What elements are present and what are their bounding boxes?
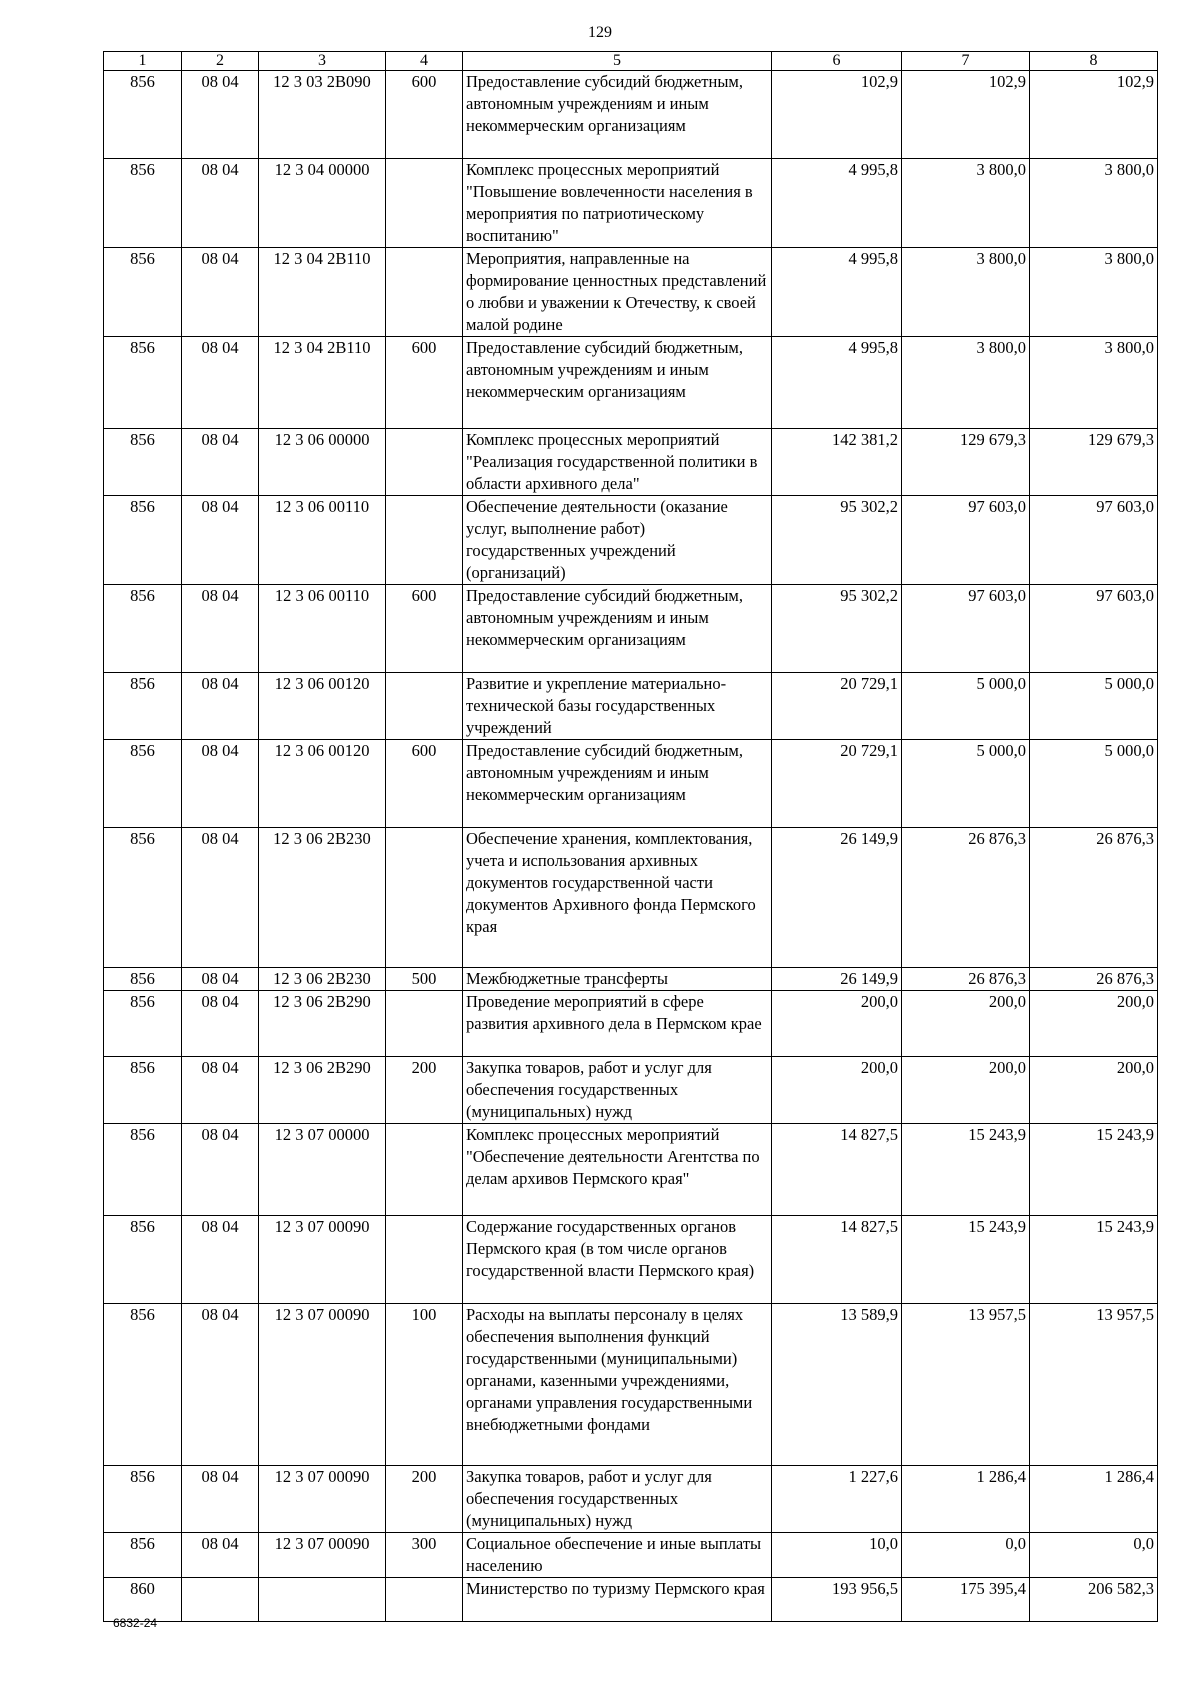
cell-ministry-code: 856 (104, 828, 182, 968)
cell-amount-col7: 102,9 (902, 71, 1030, 159)
budget-table (103, 51, 1158, 1622)
cell-ministry-code: 856 (104, 1304, 182, 1466)
cell-section: 08 04 (182, 991, 259, 1057)
cell-amount-col8: 1 286,4 (1030, 1466, 1158, 1533)
cell-ministry-code: 856 (104, 71, 182, 159)
cell-section: 08 04 (182, 429, 259, 496)
cell-amount-col6: 20 729,1 (772, 673, 902, 740)
header-cell-7: 7 (902, 52, 1030, 71)
cell-expense-type: 600 (386, 740, 463, 828)
cell-amount-col8: 200,0 (1030, 991, 1158, 1057)
cell-section: 08 04 (182, 740, 259, 828)
cell-amount-col7: 1 286,4 (902, 1466, 1030, 1533)
cell-ministry-code: 856 (104, 585, 182, 673)
cell-amount-col8: 5 000,0 (1030, 673, 1158, 740)
cell-ministry-code: 856 (104, 159, 182, 248)
cell-amount-col7: 200,0 (902, 1057, 1030, 1124)
cell-description: Министерство по туризму Пермского края (463, 1578, 772, 1622)
cell-target-item: 12 3 06 2В230 (259, 828, 386, 968)
cell-amount-col6: 1 227,6 (772, 1466, 902, 1533)
cell-amount-col7: 15 243,9 (902, 1216, 1030, 1304)
cell-section: 08 04 (182, 248, 259, 337)
cell-amount-col6: 13 589,9 (772, 1304, 902, 1466)
table-row (104, 740, 1158, 828)
cell-amount-col7: 97 603,0 (902, 496, 1030, 585)
cell-expense-type: 600 (386, 71, 463, 159)
table-row (104, 71, 1158, 159)
cell-ministry-code: 856 (104, 968, 182, 991)
table-row (104, 496, 1158, 585)
cell-target-item: 12 3 07 00000 (259, 1124, 386, 1216)
cell-section: 08 04 (182, 71, 259, 159)
cell-expense-type (386, 159, 463, 248)
table-row (104, 429, 1158, 496)
table-row (104, 1304, 1158, 1466)
cell-amount-col6: 200,0 (772, 1057, 902, 1124)
cell-amount-col6: 4 995,8 (772, 248, 902, 337)
cell-section: 08 04 (182, 1304, 259, 1466)
cell-ministry-code: 856 (104, 496, 182, 585)
cell-amount-col7: 97 603,0 (902, 585, 1030, 673)
cell-section: 08 04 (182, 337, 259, 429)
cell-description: Предоставление субсидий бюджетным, автономным учреждениям и иным некоммерческим организациям (463, 71, 772, 159)
cell-expense-type (386, 1216, 463, 1304)
cell-description: Социальное обеспечение и иные выплаты населению (463, 1533, 772, 1578)
cell-amount-col7: 0,0 (902, 1533, 1030, 1578)
header-row (104, 52, 1158, 71)
table-row (104, 159, 1158, 248)
table-row (104, 1057, 1158, 1124)
cell-amount-col6: 20 729,1 (772, 740, 902, 828)
table-body (104, 71, 1158, 1622)
cell-description: Мероприятия, направленные на формирование ценностных представлений о любви и уважении к Отечеству, к своей малой родине (463, 248, 772, 337)
cell-amount-col6: 14 827,5 (772, 1216, 902, 1304)
cell-ministry-code: 856 (104, 248, 182, 337)
cell-section: 08 04 (182, 673, 259, 740)
header-cell-1: 1 (104, 52, 182, 71)
cell-amount-col6: 95 302,2 (772, 496, 902, 585)
cell-amount-col8: 97 603,0 (1030, 496, 1158, 585)
table-row (104, 1466, 1158, 1533)
cell-amount-col8: 3 800,0 (1030, 248, 1158, 337)
cell-amount-col8: 102,9 (1030, 71, 1158, 159)
cell-section: 08 04 (182, 1124, 259, 1216)
cell-amount-col6: 26 149,9 (772, 828, 902, 968)
cell-target-item: 12 3 03 2В090 (259, 71, 386, 159)
header-cell-8: 8 (1030, 52, 1158, 71)
cell-amount-col8: 5 000,0 (1030, 740, 1158, 828)
cell-expense-type (386, 1578, 463, 1622)
cell-expense-type (386, 991, 463, 1057)
cell-amount-col7: 3 800,0 (902, 337, 1030, 429)
cell-target-item: 12 3 06 2В290 (259, 1057, 386, 1124)
table-row (104, 1216, 1158, 1304)
cell-amount-col7: 5 000,0 (902, 740, 1030, 828)
cell-section: 08 04 (182, 159, 259, 248)
cell-amount-col6: 4 995,8 (772, 337, 902, 429)
cell-amount-col7: 26 876,3 (902, 968, 1030, 991)
table-row (104, 585, 1158, 673)
cell-expense-type: 100 (386, 1304, 463, 1466)
cell-amount-col6: 142 381,2 (772, 429, 902, 496)
cell-description: Предоставление субсидий бюджетным, автономным учреждениям и иным некоммерческим организациям (463, 585, 772, 673)
cell-target-item: 12 3 04 2В110 (259, 248, 386, 337)
cell-expense-type: 300 (386, 1533, 463, 1578)
cell-amount-col7: 5 000,0 (902, 673, 1030, 740)
cell-description: Обеспечение хранения, комплектования, учета и использования архивных документов государственной части документов Архивного фонда Пермского края (463, 828, 772, 968)
cell-amount-col8: 15 243,9 (1030, 1124, 1158, 1216)
cell-target-item: 12 3 06 00110 (259, 585, 386, 673)
cell-amount-col8: 0,0 (1030, 1533, 1158, 1578)
cell-description: Комплекс процессных мероприятий "Обеспечение деятельности Агентства по делам архивов Пермского края" (463, 1124, 772, 1216)
cell-description: Предоставление субсидий бюджетным, автономным учреждениям и иным некоммерческим организациям (463, 740, 772, 828)
cell-ministry-code: 860 (104, 1578, 182, 1622)
cell-target-item: 12 3 07 00090 (259, 1466, 386, 1533)
cell-amount-col6: 193 956,5 (772, 1578, 902, 1622)
cell-description: Проведение мероприятий в сфере развития архивного дела в Пермском крае (463, 991, 772, 1057)
table-row (104, 1124, 1158, 1216)
table-row (104, 968, 1158, 991)
cell-section: 08 04 (182, 585, 259, 673)
cell-amount-col8: 129 679,3 (1030, 429, 1158, 496)
cell-ministry-code: 856 (104, 740, 182, 828)
cell-target-item: 12 3 06 00000 (259, 429, 386, 496)
cell-amount-col8: 26 876,3 (1030, 828, 1158, 968)
cell-expense-type: 500 (386, 968, 463, 991)
cell-amount-col7: 13 957,5 (902, 1304, 1030, 1466)
cell-section: 08 04 (182, 968, 259, 991)
cell-amount-col7: 15 243,9 (902, 1124, 1030, 1216)
cell-amount-col7: 3 800,0 (902, 159, 1030, 248)
cell-amount-col6: 200,0 (772, 991, 902, 1057)
cell-amount-col6: 10,0 (772, 1533, 902, 1578)
cell-ministry-code: 856 (104, 1057, 182, 1124)
cell-description: Обеспечение деятельности (оказание услуг, выполнение работ) государственных учреждений (организаций) (463, 496, 772, 585)
table-row (104, 1533, 1158, 1578)
cell-amount-col8: 3 800,0 (1030, 159, 1158, 248)
cell-amount-col6: 26 149,9 (772, 968, 902, 991)
cell-ministry-code: 856 (104, 1533, 182, 1578)
cell-amount-col8: 97 603,0 (1030, 585, 1158, 673)
cell-amount-col7: 26 876,3 (902, 828, 1030, 968)
cell-ministry-code: 856 (104, 337, 182, 429)
cell-section: 08 04 (182, 1216, 259, 1304)
cell-description: Предоставление субсидий бюджетным, автономным учреждениям и иным некоммерческим организациям (463, 337, 772, 429)
cell-amount-col7: 175 395,4 (902, 1578, 1030, 1622)
cell-description: Межбюджетные трансферты (463, 968, 772, 991)
cell-amount-col8: 26 876,3 (1030, 968, 1158, 991)
cell-target-item: 12 3 06 2В290 (259, 991, 386, 1057)
header-cell-3: 3 (259, 52, 386, 71)
cell-target-item: 12 3 07 00090 (259, 1304, 386, 1466)
cell-amount-col7: 129 679,3 (902, 429, 1030, 496)
header-cell-2: 2 (182, 52, 259, 71)
cell-amount-col8: 15 243,9 (1030, 1216, 1158, 1304)
header-cell-5: 5 (463, 52, 772, 71)
cell-section (182, 1578, 259, 1622)
cell-amount-col7: 3 800,0 (902, 248, 1030, 337)
cell-amount-col6: 95 302,2 (772, 585, 902, 673)
cell-ministry-code: 856 (104, 1466, 182, 1533)
cell-amount-col8: 206 582,3 (1030, 1578, 1158, 1622)
cell-expense-type: 200 (386, 1466, 463, 1533)
page-number: 129 (588, 24, 612, 41)
header-cell-6: 6 (772, 52, 902, 71)
cell-expense-type: 600 (386, 337, 463, 429)
cell-target-item: 12 3 04 00000 (259, 159, 386, 248)
cell-description: Закупка товаров, работ и услуг для обеспечения государственных (муниципальных) нужд (463, 1057, 772, 1124)
cell-ministry-code: 856 (104, 673, 182, 740)
table-row (104, 1578, 1158, 1622)
cell-expense-type (386, 496, 463, 585)
document-code: 6832-24 (113, 1616, 158, 1630)
cell-expense-type: 600 (386, 585, 463, 673)
table-row (104, 991, 1158, 1057)
cell-target-item: 12 3 06 2В230 (259, 968, 386, 991)
cell-target-item (259, 1578, 386, 1622)
cell-description: Комплекс процессных мероприятий "Повышение вовлеченности населения в мероприятия по патриотическому воспитанию" (463, 159, 772, 248)
cell-section: 08 04 (182, 828, 259, 968)
cell-expense-type (386, 429, 463, 496)
cell-ministry-code: 856 (104, 991, 182, 1057)
table-row (104, 337, 1158, 429)
cell-amount-col6: 102,9 (772, 71, 902, 159)
cell-expense-type (386, 1124, 463, 1216)
cell-amount-col8: 200,0 (1030, 1057, 1158, 1124)
cell-description: Содержание государственных органов Пермского края (в том числе органов государственной власти Пермского края) (463, 1216, 772, 1304)
cell-amount-col8: 13 957,5 (1030, 1304, 1158, 1466)
cell-target-item: 12 3 07 00090 (259, 1216, 386, 1304)
cell-target-item: 12 3 07 00090 (259, 1533, 386, 1578)
cell-amount-col8: 3 800,0 (1030, 337, 1158, 429)
cell-amount-col6: 14 827,5 (772, 1124, 902, 1216)
table-row (104, 673, 1158, 740)
cell-description: Закупка товаров, работ и услуг для обеспечения государственных (муниципальных) нужд (463, 1466, 772, 1533)
cell-ministry-code: 856 (104, 429, 182, 496)
cell-section: 08 04 (182, 1057, 259, 1124)
cell-target-item: 12 3 06 00120 (259, 673, 386, 740)
cell-expense-type (386, 828, 463, 968)
cell-description: Развитие и укрепление материально-технической базы государственных учреждений (463, 673, 772, 740)
cell-section: 08 04 (182, 1533, 259, 1578)
table-row (104, 828, 1158, 968)
cell-ministry-code: 856 (104, 1216, 182, 1304)
cell-expense-type: 200 (386, 1057, 463, 1124)
cell-section: 08 04 (182, 1466, 259, 1533)
header-cell-4: 4 (386, 52, 463, 71)
cell-amount-col7: 200,0 (902, 991, 1030, 1057)
cell-target-item: 12 3 04 2В110 (259, 337, 386, 429)
cell-target-item: 12 3 06 00120 (259, 740, 386, 828)
cell-description: Комплекс процессных мероприятий "Реализация государственной политики в области архивного дела" (463, 429, 772, 496)
table-row (104, 248, 1158, 337)
cell-ministry-code: 856 (104, 1124, 182, 1216)
cell-amount-col6: 4 995,8 (772, 159, 902, 248)
cell-target-item: 12 3 06 00110 (259, 496, 386, 585)
cell-description: Расходы на выплаты персоналу в целях обеспечения выполнения функций государственными (муниципальными) органами, казенными учреждениями, органами управления государственными внебюджетными фондами (463, 1304, 772, 1466)
cell-expense-type (386, 248, 463, 337)
cell-expense-type (386, 673, 463, 740)
cell-section: 08 04 (182, 496, 259, 585)
